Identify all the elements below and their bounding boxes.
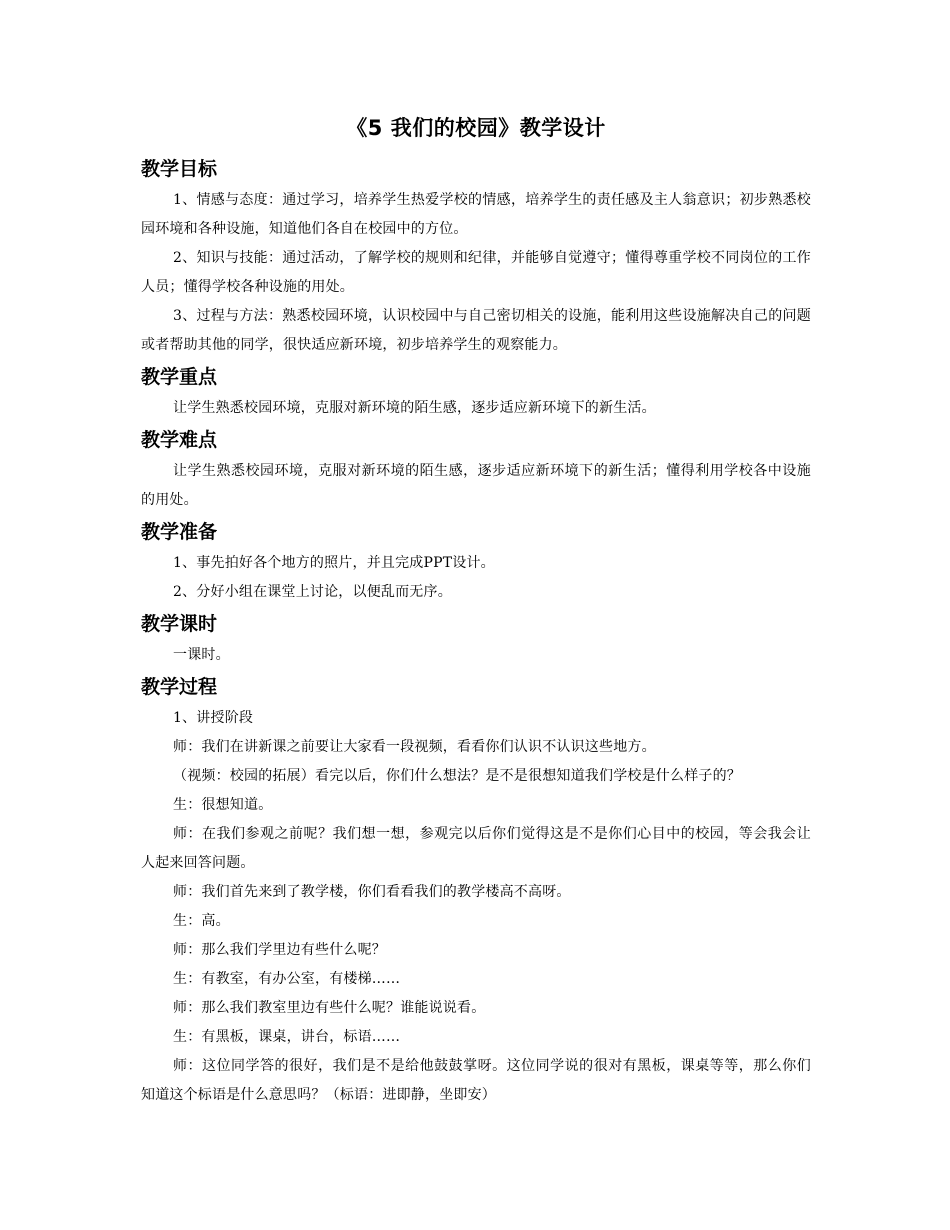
paragraph: 生：有教室，有办公室，有楼梯…… (173, 971, 401, 987)
paragraph: 师：那么我们学里边有些什么呢？ (173, 942, 386, 958)
document-title: 《5 我们的校园》教学设计 (346, 116, 606, 140)
paragraph: 2、知识与技能：通过活动，了解学校的规则和纪律，并能够自觉遵守；懂得尊重学校不同岗位的工作人员；懂得学校各种设施的用处。 (141, 250, 811, 295)
paragraph: 1、事先拍好各个地方的照片，并且完成PPT设计。 (173, 555, 495, 571)
section-class-hours (141, 609, 811, 670)
paragraph: 师：那么我们教室里边有些什么呢？谁能说说看。 (173, 1000, 486, 1016)
paragraph: 1、情感与态度：通过学习，培养学生热爱学校的情感，培养学生的责任感及主人翁意识；初步熟悉校园环境和各种设施，知道他们各自在校园中的方位。 (141, 192, 811, 237)
paragraph: 生：有黑板，课桌，讲台，标语…… (173, 1029, 401, 1045)
section-difficult-points (141, 425, 811, 515)
paragraph: 师：这位同学答的很好，我们是不是给他鼓鼓掌呀。这位同学说的很对有黑板，课桌等等，那么你们知道这个标语是什么意思吗？（标语：进即静，坐即安） (141, 1058, 811, 1103)
section-heading: 教学过程 (141, 676, 218, 698)
paragraph: 让学生熟悉校园环境，克服对新环境的陌生感，逐步适应新环境下的新生活；懂得利用学校各中设施的用处。 (141, 463, 811, 508)
paragraph: 让学生熟悉校园环境，克服对新环境的陌生感，逐步适应新环境下的新生活。 (173, 400, 656, 416)
paragraph: 2、分好小组在课堂上讨论，以便乱而无序。 (173, 584, 452, 600)
section-key-points (141, 362, 811, 423)
section-heading: 教学难点 (141, 429, 218, 451)
paragraph: 师：在我们参观之前呢？我们想一想，参观完以后你们觉得这是不是你们心目中的校园，等会我会让人起来回答问题。 (141, 826, 811, 871)
paragraph: 1、讲授阶段 (173, 710, 254, 726)
section-teaching-process (141, 672, 811, 1110)
paragraph: 3、过程与方法：熟悉校园环境，认识校园中与自己密切相关的设施，能利用这些设施解决自己的问题或者帮助其他的同学，很快适应新环境，初步培养学生的观察能力。 (141, 308, 811, 353)
section-heading: 教学课时 (141, 613, 218, 635)
section-teaching-objectives (141, 154, 811, 360)
paragraph: （视频：校园的拓展）看完以后，你们什么想法？是不是很想知道我们学校是什么样子的？ (173, 768, 741, 784)
paragraph: 师：我们在讲新课之前要让大家看一段视频，看看你们认识不认识这些地方。 (173, 739, 656, 755)
paragraph: 生：高。 (173, 913, 230, 929)
paragraph: 师：我们首先来到了教学楼，你们看看我们的教学楼高不高呀。 (173, 884, 571, 900)
section-heading: 教学准备 (141, 521, 218, 543)
section-preparation (141, 517, 811, 607)
paragraph: 一课时。 (173, 647, 230, 663)
paragraph: 生：很想知道。 (173, 797, 273, 813)
section-heading: 教学重点 (141, 366, 218, 388)
section-heading: 教学目标 (141, 158, 218, 180)
document-body (141, 112, 811, 1110)
